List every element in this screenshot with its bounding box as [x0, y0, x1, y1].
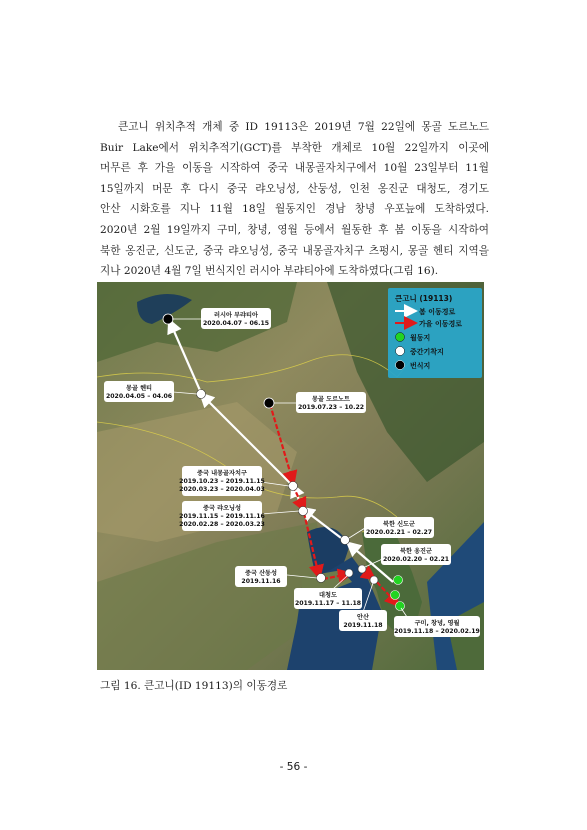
wintering-site-changnyeong [396, 602, 405, 611]
svg-text:북한 신도군: 북한 신도군 [382, 521, 416, 528]
paragraph-line: 큰고니 위치추적 개체 중 ID 19113은 2019년 7월 22일에 몽골 도르노드 [118, 121, 489, 133]
svg-text:구미, 창녕, 영월: 구미, 창녕, 영월 [414, 620, 460, 627]
svg-text:2019.11.17 – 11.18: 2019.11.17 – 11.18 [294, 600, 362, 607]
svg-text:2019.11.15 – 2019.11.16: 2019.11.15 – 2019.11.16 [179, 513, 265, 520]
svg-text:2020.02.20 – 02.21: 2020.02.20 – 02.21 [382, 556, 450, 563]
stopover-shandong [317, 574, 326, 583]
svg-text:2019.11.18: 2019.11.18 [343, 622, 383, 629]
breeding-site-dornod [264, 398, 274, 408]
figure-caption: 그림 16. 큰고니(ID 19113)의 이동경로 [100, 680, 288, 692]
svg-text:2020.02.28 – 2020.03.23: 2020.02.28 – 2020.03.23 [179, 521, 265, 528]
legend-breeding-icon [396, 361, 405, 370]
stopover-liaoning [299, 507, 308, 516]
stopover-daecheong [345, 569, 353, 577]
legend-stopover-icon [396, 347, 405, 356]
svg-text:2020.04.05 – 04.06: 2020.04.05 – 04.06 [105, 393, 173, 400]
svg-text:2019.11.16: 2019.11.16 [241, 578, 281, 585]
stopover-innermongolia [289, 482, 298, 491]
body-paragraph [100, 117, 489, 282]
breeding-site-buryatia [163, 314, 173, 324]
page-number: - 56 - [279, 761, 308, 773]
stopover-sindo [341, 536, 350, 545]
svg-text:안산: 안산 [357, 614, 369, 621]
map-legend [388, 288, 482, 378]
wintering-site-gumi [391, 591, 400, 600]
svg-text:몽골 도르노트: 몽골 도르노트 [311, 396, 351, 403]
wintering-site-yeongwol [394, 576, 403, 585]
svg-text:2020.04.07 – 06.15: 2020.04.07 – 06.15 [202, 320, 270, 327]
svg-text:몽골 헨티: 몽골 헨티 [125, 385, 153, 392]
svg-text:2019.11.18 – 2020.02.19: 2019.11.18 – 2020.02.19 [394, 628, 480, 635]
svg-text:러시아 부랴티아: 러시아 부랴티아 [214, 312, 258, 319]
svg-text:대청도: 대청도 [319, 592, 337, 599]
paragraph-line: 지나 2020년 4월 7일 번식지인 러시아 부랴티아에 도착하였다(그림 16). [100, 265, 439, 278]
paragraph-line: Buir Lake에서 위치추적기(GCT)를 부착한 개체로 10월 22일까지 이곳에 [100, 141, 489, 154]
svg-text:2019.07.23 – 10.22: 2019.07.23 – 10.22 [297, 404, 365, 411]
svg-text:북한 옹진군: 북한 옹진군 [399, 548, 433, 555]
stopover-ongjin-nk [358, 565, 366, 573]
paragraph-line: 머무른 후 가을 이동을 시작하여 중국 내몽골자치구에서 10월 23일부터 11월 [100, 162, 489, 175]
paragraph-line: 15일까지 머문 후 다시 중국 랴오닝성, 산둥성, 인천 옹진군 대청도, 경기도 [100, 182, 489, 195]
paragraph-line: 안산 시화호를 지나 11월 18일 월동지인 경남 창녕 우포늪에 도착하였다. [100, 203, 489, 216]
svg-text:2019.10.23 – 2019.11.15: 2019.10.23 – 2019.11.15 [179, 478, 265, 485]
svg-text:중국 랴오닝성: 중국 랴오닝성 [202, 505, 242, 512]
paragraph-line: 2020년 2월 19일까지 구미, 창녕, 영월 등에서 월동한 후 봄 이동을 시작하여 [100, 223, 489, 236]
svg-text:2020.03.23 – 2020.04.03: 2020.03.23 – 2020.04.03 [179, 486, 265, 493]
legend-wintering: 월동지 [410, 334, 431, 342]
legend-autumn-route: 가을 이동경로 [419, 320, 463, 328]
svg-text:중국 내몽골자치구: 중국 내몽골자치구 [197, 470, 247, 477]
legend-spring-route: 봄 이동경로 [419, 308, 456, 316]
svg-text:중국 산동성: 중국 산동성 [244, 570, 278, 577]
stopover-ansan [370, 576, 378, 584]
legend-stopover: 중간기착지 [410, 348, 444, 356]
stopover-hentiy [197, 390, 206, 399]
paragraph-line: 북한 옹진군, 신도군, 중국 랴오닝성, 중국 내몽골자치구 츠펑시, 몽골 헨티 지역을 [100, 244, 489, 257]
legend-title: 큰고니 (19113) [395, 294, 453, 303]
legend-breeding: 번식지 [410, 362, 431, 370]
migration-route-map [97, 282, 484, 670]
svg-text:2020.02.21 – 02.27: 2020.02.21 – 02.27 [365, 529, 433, 536]
legend-wintering-icon [396, 333, 405, 342]
